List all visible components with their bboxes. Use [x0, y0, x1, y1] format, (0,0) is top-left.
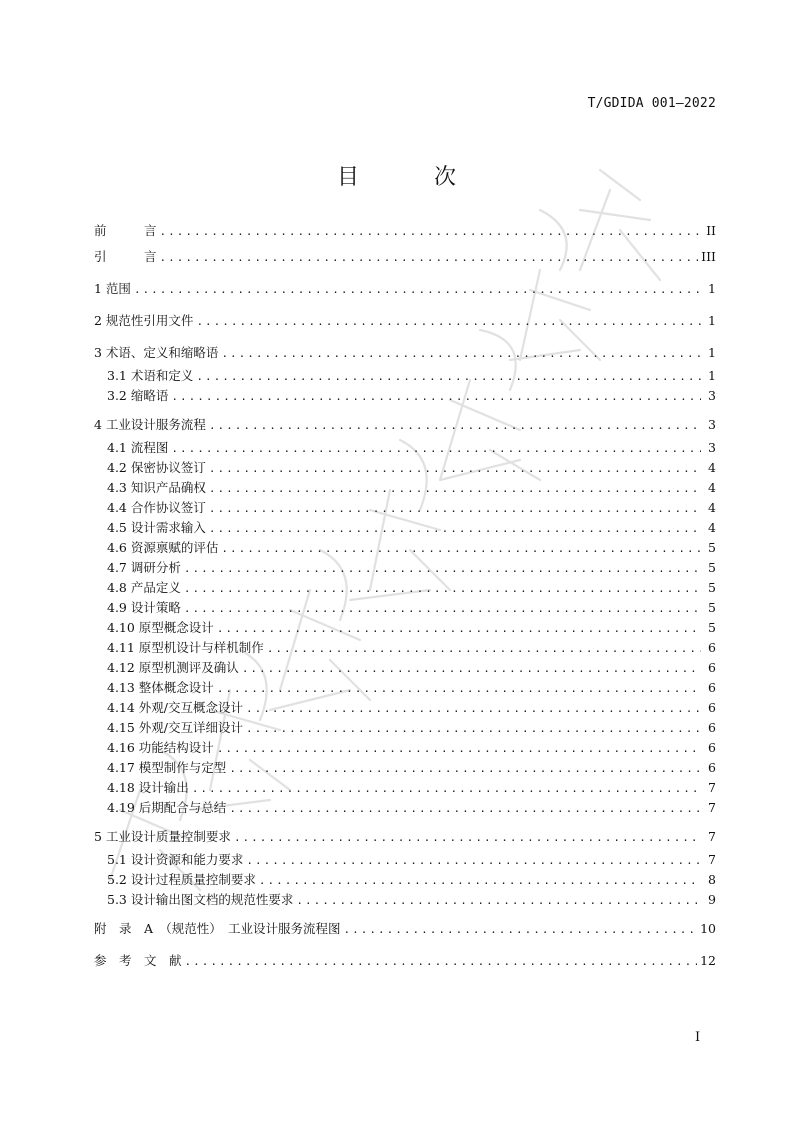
toc-entry[interactable]: [94, 870, 716, 890]
toc-leader-dots: [192, 779, 701, 799]
toc-leader-dots: [209, 519, 701, 539]
toc-entry[interactable]: [94, 916, 716, 942]
toc-entry-label: 4.11 原型机设计与样机制作: [107, 640, 264, 655]
toc-entry-page: 5: [708, 620, 716, 635]
toc-entry-label: 4.5 设计需求输入: [107, 520, 206, 535]
toc-entry-label: 4.1 流程图: [107, 440, 169, 455]
toc-entry-page: 3: [708, 417, 716, 432]
toc-entry-label: 4.9 设计策略: [107, 600, 181, 615]
toc-entry[interactable]: [94, 558, 716, 578]
toc-entry[interactable]: [94, 618, 716, 638]
toc-leader-dots: [246, 699, 701, 719]
toc-entry-label: 4.8 产品定义: [107, 580, 181, 595]
toc-leader-dots: [259, 871, 701, 891]
toc-leader-dots: [229, 759, 701, 779]
toc-entry-label: 附 录 A （规范性） 工业设计服务流程图: [94, 921, 341, 936]
toc-leader-dots: [160, 245, 699, 271]
toc-entry[interactable]: [94, 698, 716, 718]
toc-entry-page: 6: [708, 660, 716, 675]
toc-entry[interactable]: [94, 478, 716, 498]
toc-leader-dots: [234, 825, 701, 851]
toc-leader-dots: [184, 599, 701, 619]
toc-entry[interactable]: [94, 386, 716, 406]
toc-entry-page: 5: [708, 600, 716, 615]
toc-entry[interactable]: [94, 778, 716, 798]
toc-leader-dots: [296, 891, 701, 911]
toc-entry[interactable]: [94, 412, 716, 438]
toc-entry[interactable]: [94, 850, 716, 870]
toc-entry-page: II: [706, 223, 716, 238]
toc-leader-dots: [184, 559, 701, 579]
toc-entry[interactable]: [94, 340, 716, 366]
toc-leader-dots: [171, 387, 701, 407]
toc-entry-label: 4 工业设计服务流程: [94, 417, 206, 432]
toc-entry-label: 4.12 原型机测评及确认: [107, 660, 239, 675]
toc-entry-label: 5.1 设计资源和能力要求: [107, 852, 244, 867]
toc-entry[interactable]: [94, 498, 716, 518]
toc-entry[interactable]: [94, 718, 716, 738]
toc-leader-dots: [221, 341, 701, 367]
toc-entry-label: 4.15 外观/交互详细设计: [107, 720, 244, 735]
toc-entry[interactable]: [94, 458, 716, 478]
toc-entry-page: 5: [708, 540, 716, 555]
toc-entry-page: 5: [708, 560, 716, 575]
toc-entry[interactable]: [94, 824, 716, 850]
toc-entry-label: 4.17 模型制作与定型: [107, 760, 227, 775]
standard-code: T/GDIDA 001—2022: [587, 96, 716, 111]
toc-entry-label: 3.2 缩略语: [107, 388, 169, 403]
toc-leader-dots: [134, 277, 701, 303]
toc-entry-page: 7: [708, 800, 716, 815]
toc-entry-label: 4.4 合作协议签订: [107, 500, 206, 515]
toc-entry-label: 4.16 功能结构设计: [107, 740, 214, 755]
toc-leader-dots: [209, 413, 701, 439]
toc-entry-page: 4: [708, 480, 716, 495]
toc-leader-dots: [209, 479, 701, 499]
toc-entry-page: 4: [708, 460, 716, 475]
toc-entry-page: 1: [708, 313, 716, 328]
toc-entry-label: 5.2 设计过程质量控制要求: [107, 872, 256, 887]
toc-entry[interactable]: [94, 638, 716, 658]
toc-entry[interactable]: [94, 366, 716, 386]
toc-leader-dots: [171, 439, 701, 459]
toc-entry-label: 4.13 整体概念设计: [107, 680, 214, 695]
toc-entry-label: 4.18 设计输出: [107, 780, 189, 795]
toc-entry-page: 7: [708, 852, 716, 867]
toc-entry-page: 6: [708, 740, 716, 755]
toc-entry[interactable]: [94, 538, 716, 558]
toc-entry[interactable]: [94, 948, 716, 974]
toc-entry-page: 9: [708, 892, 716, 907]
toc-entry-page: 4: [708, 520, 716, 535]
toc-entry[interactable]: [94, 738, 716, 758]
toc-entry-label: 1 范围: [94, 281, 131, 296]
toc-entry-page: 7: [708, 780, 716, 795]
page-number: I: [695, 1030, 701, 1045]
toc-entry[interactable]: [94, 438, 716, 458]
toc-entry[interactable]: [94, 758, 716, 778]
table-of-contents: [94, 218, 716, 974]
toc-leader-dots: [217, 619, 701, 639]
toc-leader-dots: [209, 499, 701, 519]
toc-entry-page: 10: [700, 921, 716, 936]
toc-entry-page: 8: [708, 872, 716, 887]
toc-entry-page: 6: [708, 760, 716, 775]
page-title: 目 次: [337, 165, 490, 190]
toc-entry[interactable]: [94, 658, 716, 678]
toc-leader-dots: [217, 739, 701, 759]
toc-entry-page: 6: [708, 680, 716, 695]
toc-entry-label: 4.19 后期配合与总结: [107, 800, 227, 815]
toc-entry-page: 7: [708, 829, 716, 844]
toc-entry-page: 1: [708, 368, 716, 383]
toc-entry-label: 4.3 知识产品确权: [107, 480, 206, 495]
toc-entry[interactable]: [94, 218, 716, 244]
toc-entry[interactable]: [94, 308, 716, 334]
toc-entry-page: 6: [708, 640, 716, 655]
toc-leader-dots: [196, 367, 701, 387]
toc-entry-label: 引 言: [94, 249, 157, 264]
toc-entry-label: 4.7 调研分析: [107, 560, 181, 575]
toc-leader-dots: [196, 309, 701, 335]
toc-entry-page: 1: [708, 345, 716, 360]
toc-leader-dots: [185, 949, 698, 975]
toc-entry-page: 4: [708, 500, 716, 515]
toc-leader-dots: [221, 539, 701, 559]
toc-entry-label: 3.1 术语和定义: [107, 368, 194, 383]
toc-entry-label: 5.3 设计输出图文档的规范性要求: [107, 892, 294, 907]
toc-entry-page: 6: [708, 700, 716, 715]
toc-entry[interactable]: [94, 598, 716, 618]
toc-entry-page: 3: [708, 388, 716, 403]
toc-entry-label: 2 规范性引用文件: [94, 313, 194, 328]
toc-entry-page: 5: [708, 580, 716, 595]
toc-entry-label: 4.14 外观/交互概念设计: [107, 700, 244, 715]
toc-leader-dots: [344, 917, 698, 943]
toc-leader-dots: [160, 219, 701, 245]
toc-leader-dots: [242, 659, 701, 679]
toc-leader-dots: [184, 579, 701, 599]
toc-entry-page: 6: [708, 720, 716, 735]
toc-entry-page: III: [701, 249, 716, 264]
toc-entry[interactable]: [94, 276, 716, 302]
toc-entry-page: 12: [700, 953, 716, 968]
toc-leader-dots: [217, 679, 701, 699]
toc-leader-dots: [209, 459, 701, 479]
toc-entry-label: 3 术语、定义和缩略语: [94, 345, 219, 360]
toc-entry-label: 4.6 资源禀赋的评估: [107, 540, 219, 555]
toc-entry[interactable]: [94, 578, 716, 598]
toc-entry[interactable]: [94, 890, 716, 910]
toc-leader-dots: [229, 799, 701, 819]
toc-entry-label: 参 考 文 献: [94, 953, 182, 968]
toc-entry-page: 3: [708, 440, 716, 455]
toc-entry[interactable]: [94, 518, 716, 538]
toc-leader-dots: [246, 851, 701, 871]
toc-entry[interactable]: [94, 678, 716, 698]
toc-entry-label: 前 言: [94, 223, 157, 238]
toc-entry[interactable]: [94, 244, 716, 270]
toc-leader-dots: [246, 719, 701, 739]
toc-entry-label: 4.2 保密协议签订: [107, 460, 206, 475]
toc-leader-dots: [267, 639, 701, 659]
toc-entry[interactable]: [94, 798, 716, 818]
toc-entry-label: 5 工业设计质量控制要求: [94, 829, 231, 844]
toc-entry-label: 4.10 原型概念设计: [107, 620, 214, 635]
toc-entry-page: 1: [708, 281, 716, 296]
